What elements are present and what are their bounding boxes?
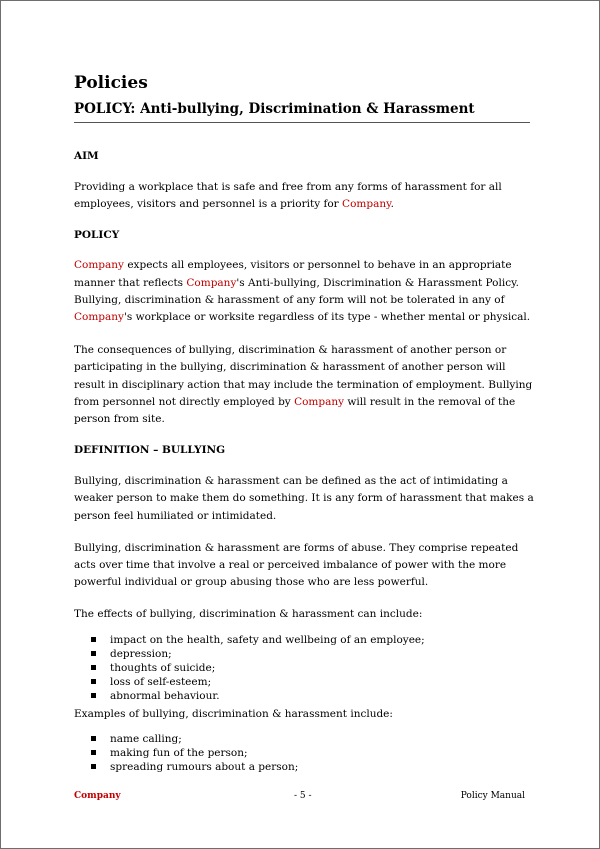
policy-text: will result in the removal of the person from site.: [74, 395, 516, 426]
company-name: Company: [294, 395, 345, 408]
list-item: depression;: [74, 647, 534, 661]
effects-list: [74, 633, 534, 703]
policy-heading: POLICY: [74, 229, 120, 242]
list-item: spreading rumours about a person;: [74, 760, 534, 774]
document-title: Policies: [74, 73, 148, 93]
page-number: - 5 -: [294, 791, 312, 801]
list-item: thoughts of suicide;: [74, 661, 534, 675]
list-item: making fun of the person;: [74, 746, 534, 760]
aim-text: Providing a workplace that is safe and free from any forms of harassment for all employees, visitors and personnel is a priority for: [74, 181, 502, 211]
definition-paragraph-2: Bullying, discrimination & harassment are forms of abuse. They comprise repeated acts over time that involve a real or perceived imbalance of power with the more powerful individual or group abusing those who are less powerful.: [74, 541, 519, 589]
aim-paragraph: [74, 179, 534, 213]
policy-title: POLICY: Anti-bullying, Discrimination & Harassment: [74, 100, 530, 123]
list-item: impact on the health, safety and wellbeing of an employee;: [74, 633, 534, 647]
policy-text: 's Anti-bullying, Discrimination & Harassment Policy. Bullying, discrimination & harassment of any form will not be tolerated in any of: [74, 276, 519, 306]
examples-list: [74, 732, 534, 774]
effects-intro: The effects of bullying, discrimination & harassment can include:: [74, 608, 423, 621]
page-content: [74, 71, 534, 774]
company-name: Company: [74, 259, 124, 272]
footer-company: Company: [74, 791, 121, 801]
policy-paragraph-1: [74, 257, 534, 326]
aim-heading: AIM: [74, 150, 99, 162]
list-item: abnormal behaviour.: [74, 689, 534, 703]
company-name: Company: [74, 311, 124, 324]
policy-paragraph-2: [74, 342, 534, 428]
definition-paragraph-1: Bullying, discrimination & harassment can be defined as the act of intimidating a weaker person to make them do something. It is any form of harassment that makes a person feel humiliated or intimidated.: [74, 475, 534, 522]
aim-text-end: .: [390, 198, 394, 211]
list-item: loss of self-esteem;: [74, 675, 534, 689]
examples-intro: Examples of bullying, discrimination & harassment include:: [74, 707, 393, 720]
company-name: Company: [186, 276, 237, 289]
policy-text: The consequences of bullying, discrimination & harassment of another person or participating in the bullying, discrimination & harassment of another person will result in disciplinary action that may include the termination of employment. Bullying from personnel not directly employed by: [74, 344, 533, 408]
definition-heading: DEFINITION – BULLYING: [74, 444, 226, 457]
footer-manual-title: Policy Manual: [460, 791, 525, 801]
policy-text: expects all employees, visitors or personnel to behave in an appropriate manner that reflects: [74, 259, 512, 289]
list-item: name calling;: [74, 732, 534, 746]
policy-text: 's workplace or worksite regardless of its type - whether mental or physical.: [124, 311, 531, 324]
company-name: Company: [342, 198, 391, 211]
